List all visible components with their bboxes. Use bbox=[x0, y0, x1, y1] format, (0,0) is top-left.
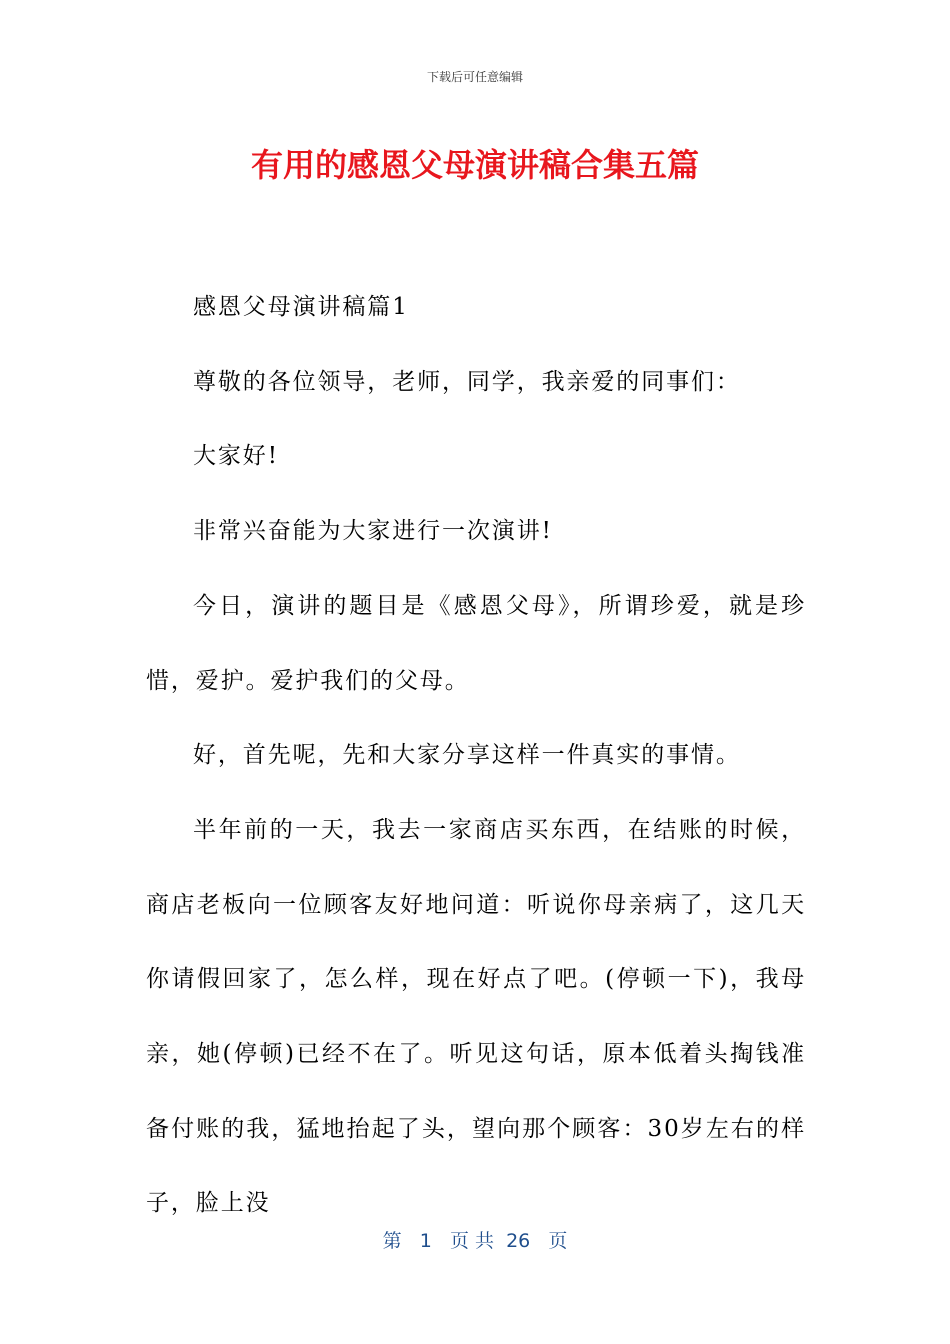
paragraph-greeting-audience: 尊敬的各位领导，老师，同学，我亲爱的同事们： bbox=[193, 368, 741, 395]
footer-label-page: 第 bbox=[382, 1230, 402, 1252]
footer-label-pages: 页 bbox=[548, 1230, 568, 1252]
paragraph-story: 半年前的一天，我去一家商店买东西，在结账的时候，商店老板向一位顾客友好地问道：听说你母亲病了，这几天你请假回家了，怎么样，现在好点了吧。(停顿一下)，我母亲，她(停顿)已经不在了。听见这句话，原本低着头掏钱准备付账的我，猛地抬起了头，望向那个顾客：30岁左右的样子，脸上没 bbox=[146, 816, 806, 1217]
document-title: 有用的感恩父母演讲稿合集五篇 bbox=[250, 146, 699, 184]
document-body bbox=[146, 270, 806, 1241]
paragraph-topic: 今日，演讲的题目是《感恩父母》，所谓珍爱，就是珍惜，爱护。爱护我们的父母。 bbox=[146, 592, 806, 694]
page-footer bbox=[0, 1226, 950, 1253]
paragraph-excited: 非常兴奋能为大家进行一次演讲! bbox=[193, 518, 553, 545]
header-note: 下载后可任意编辑 bbox=[426, 70, 523, 84]
paragraph-section-heading: 感恩父母演讲稿篇1 bbox=[193, 294, 409, 320]
footer-label-of: 页 共 bbox=[449, 1230, 494, 1252]
footer-current-page: 1 bbox=[419, 1230, 432, 1252]
footer-total-pages: 26 bbox=[506, 1230, 531, 1252]
paragraph-share: 好，首先呢，先和大家分享这样一件真实的事情。 bbox=[193, 742, 741, 769]
paragraph-hello: 大家好! bbox=[193, 443, 279, 470]
